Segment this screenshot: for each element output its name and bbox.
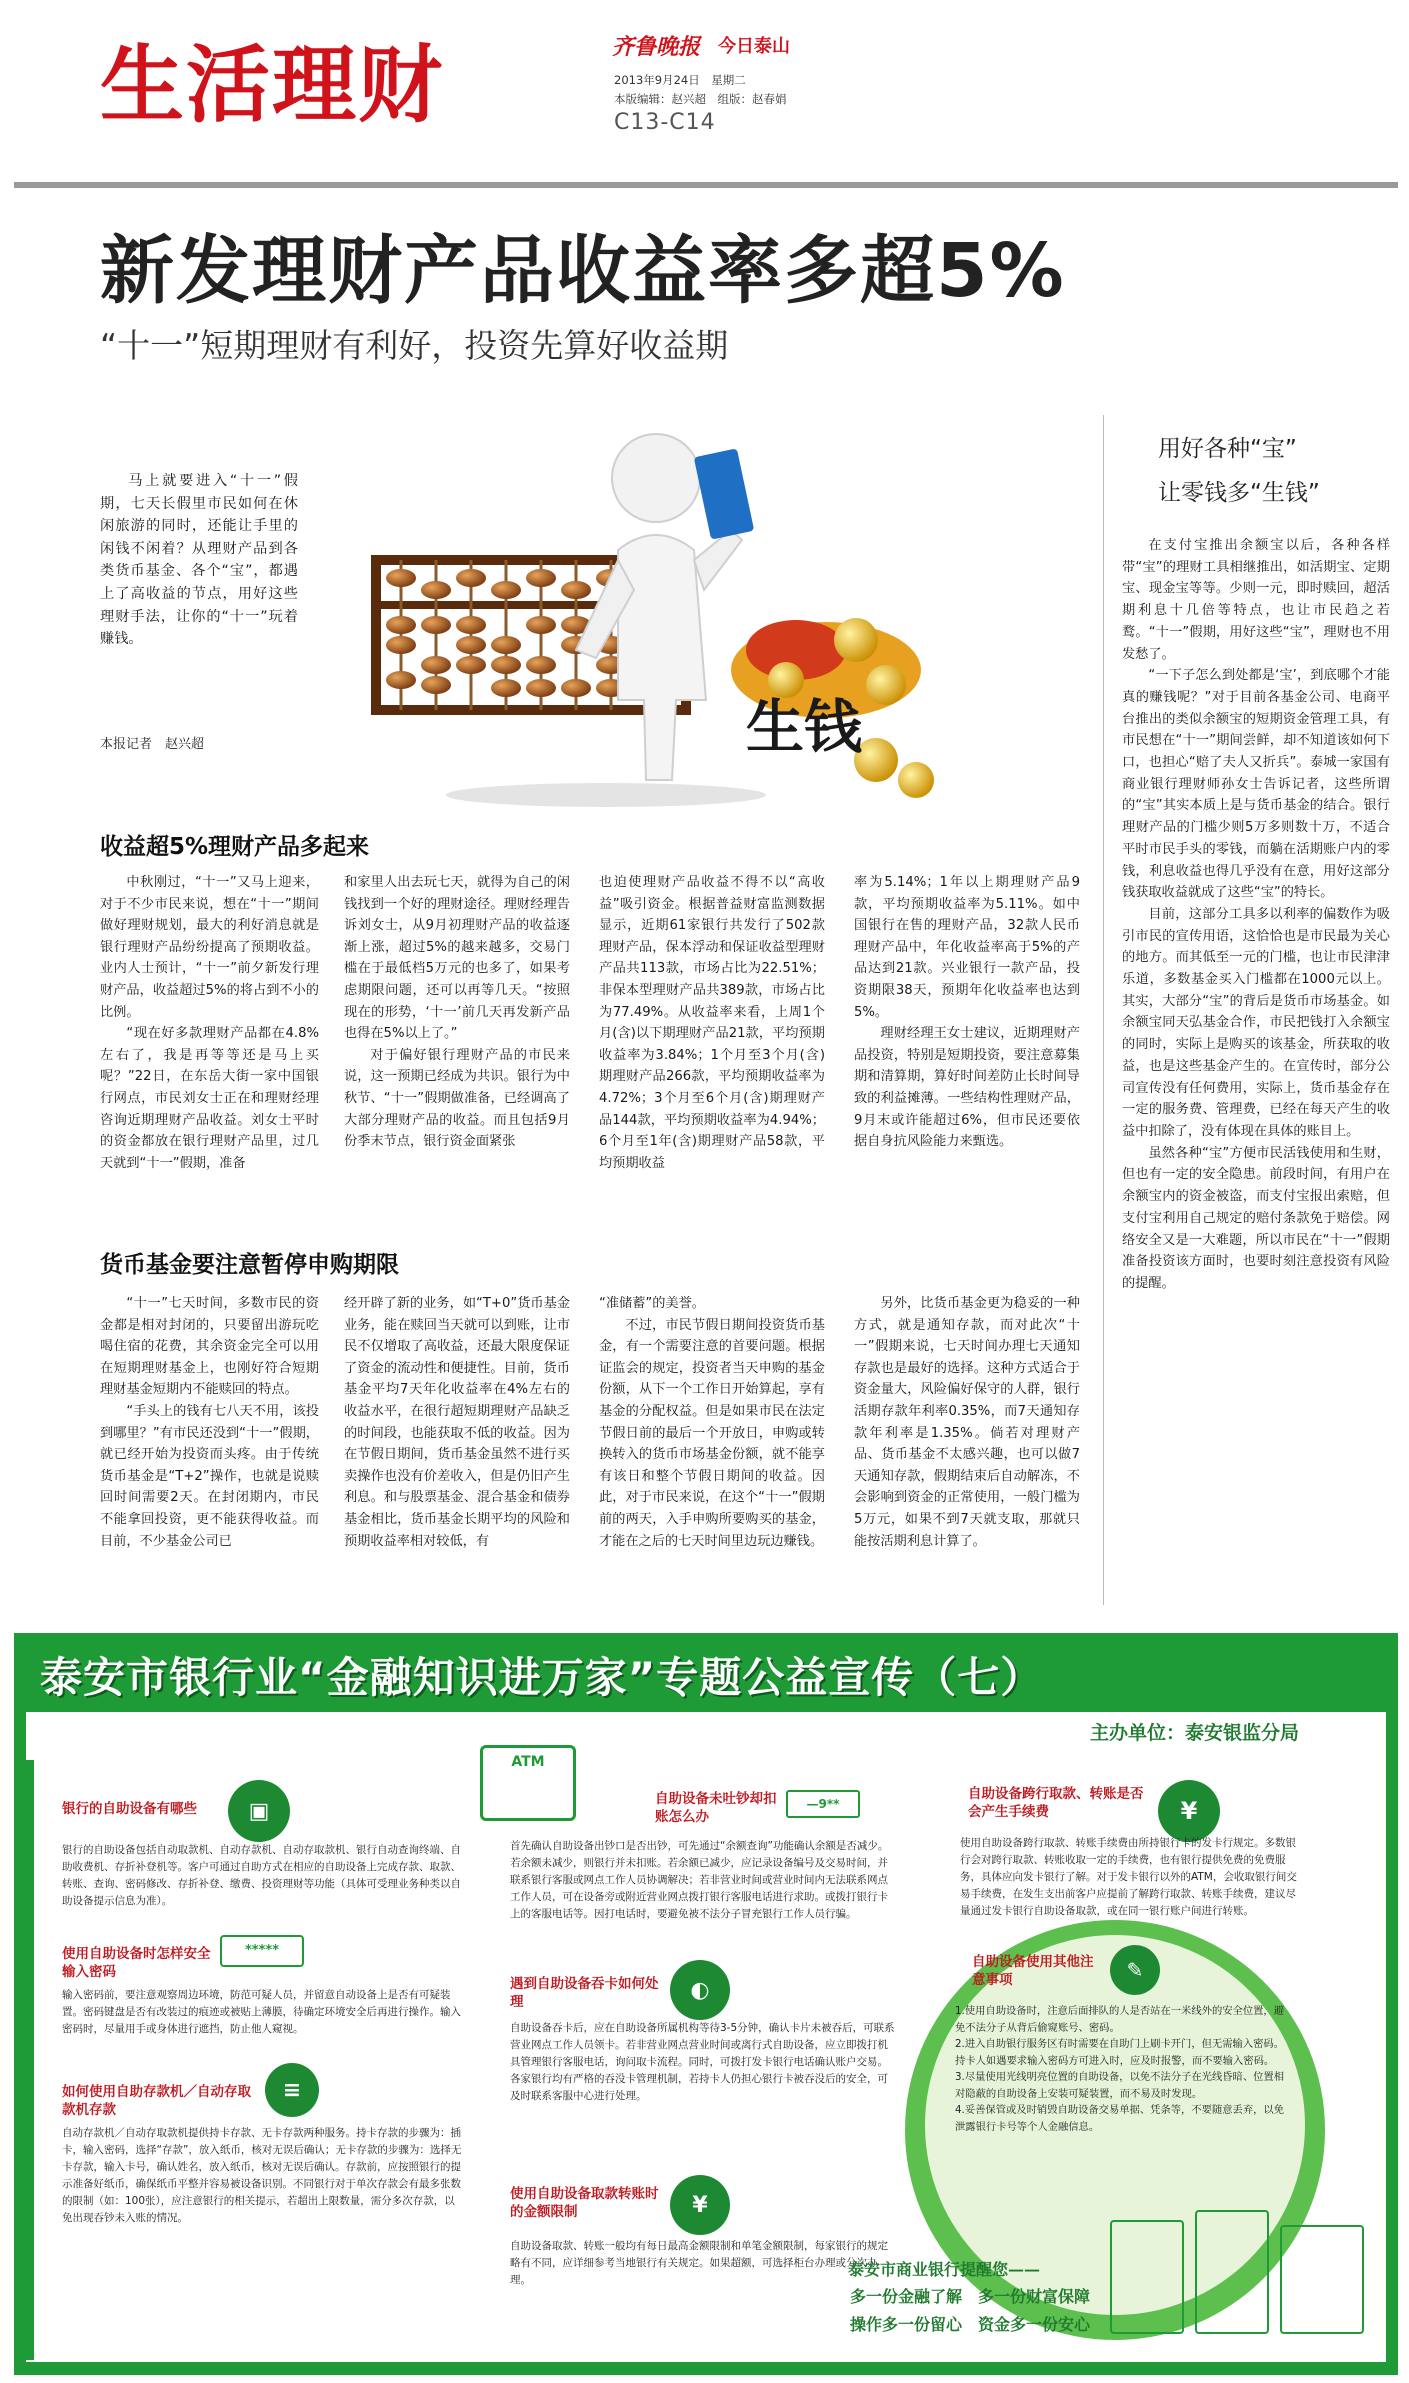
slogan-line-3: 操作多一份留心 资金多一份安心	[850, 2315, 1091, 2334]
s1-c2-p2: 对于偏好银行理财产品的市民来说，这一预期已经成为共识。银行为中秋节、“十一”假期做准备，已经调高了大部分理财产品的收益。而且包括9月份季末节点，银行资金面紧张	[344, 1047, 570, 1150]
editor-credit: 本版编辑：赵兴超 组版：赵春娟	[614, 92, 787, 106]
s2-c3-p2: 不过，市民节假日期间投资货币基金，有一个需要注意的首要问题。根据证监会的规定，投资者当天申购的基金份额，从下一个工作日开始算起，享有基金的分配权益。但是如果市民在法定节假日前的最后一个开放日，申购或转换转入的货币市场基金份额，就不能享有该日和整个节假日期间的收益。因此，对于市民来说，在这个“十一”假期前的两天，入手申购所要购买的基金，才能在之后的七天时间里边玩边赚钱。	[599, 1317, 825, 1549]
banner-left-body-2: 输入密码前，要注意观察周边环境，防范可疑人员，并留意自动设备上是否有可疑装置。密码键盘是否有改装过的痕迹或被贴上薄膜，待确定环境安全后再进行操作。输入密码时，尽量用手或身体进行遮挡，防止他人窥视。	[62, 1989, 461, 2035]
cash-slot-icon: —9**	[786, 1790, 860, 1818]
section2-col2	[344, 1293, 570, 1552]
byline: 本报记者 赵兴超	[100, 737, 205, 752]
masthead-rule	[14, 182, 1398, 188]
card-swallow-icon: ◐	[670, 1960, 730, 2020]
section1-col3	[599, 872, 825, 1174]
abacus-illustration	[356, 400, 976, 815]
sidebar-divider	[1103, 415, 1104, 1605]
s2-c3-p1: “准储蓄”的美誉。	[599, 1296, 705, 1311]
banner-mid-body-1: 首先确认自助设备出钞口是否出钞，可先通过“余额查询”功能确认余额是否减少。若余额未减少，则银行并未扣账。若余额已减少，应记录设备编号及交易时间，并联系银行客服或网点工作人员协调解决；若非营业时间或营业时间内无法联系网点工作人员，可在设备旁或附近营业网点拨打银行客服电话进行求助。或拨打银行卡上的客服电话等。因打电话时，要避免被不法分子冒充银行工作人员行骗。	[510, 1840, 889, 1920]
s2-c1-p2: “手头上的钱有七八天不用，该投到哪里？”有市民还没到“十一”假期，就已经开始为投资而头疼。由于传统货币基金是“T+2”操作，也就是说赎回时间需要2天。在封闭期内，市民不能拿回投资，更不能获得收益。而目前，不少基金公司已	[100, 1403, 319, 1549]
banner-right-body-1: 使用自助设备跨行取款、转账手续费由所持银行卡的发卡行规定。多数银行会对跨行取款、转账收取一定的手续费，也有银行提供免费的免费服务，具体应向发卡银行了解。对于发卡银行以外的ATM，会收取银行间交易手续费，在发生支出前客户应提前了解跨行取款、转账手续费，建议尽量通过发卡银行自助设备取款，或在同一银行账户间进行转账。	[960, 1837, 1297, 1917]
notice-item-4: 4.妥善保管或及时销毁自助设备交易单据、凭条等，不要随意丢弃，以免泄露银行卡号等个人金融信息。	[955, 2104, 1285, 2133]
sidebar-heading-1: 用好各种“宝”	[1158, 436, 1297, 462]
lead-paragraph	[100, 470, 298, 651]
s2-c2-p1: 经开辟了新的业务，如“T+0”货币基金业务，能在赎回当天就可以到账，让市民不仅增取了高收益，还最大限度保证了资金的流动性和便捷性。目前，货币基金平均7天年化收益率在4%左右的收益水平，在很行超短期理财产品缺乏的时间段，也能获取不低的收益。因为在节假日期间，货币基金虽然不进行买卖操作也没有价差收入，但是仍旧产生利息。和与股票基金、混合基金和债券基金相比，货币基金长期平均的风险和预期收益率相对较低，有	[344, 1296, 570, 1549]
section1-col2	[344, 872, 570, 1153]
s1-c4-p2: 理财经理王女士建议，近期理财产品投资，特别是短期投资，要注意募集期和清算期，算好时间差防止长时间导致的利益摊薄。一些结构性理财产品，9月末或许能超过6%，但市民还要依据自身抗风险能力来甄选。	[854, 1026, 1080, 1150]
notice-icon: ✎	[1110, 1945, 1160, 1995]
section1-col4	[854, 872, 1080, 1153]
section2-heading: 货币基金要注意暂停申购期限	[100, 1252, 399, 1278]
sidebar-p1: 在支付宝推出余额宝以后，各种各样带“宝”的理财工具相继推出，如活期宝、定期宝、现金宝等等。少则一元，即时赎回，超活期利息十几倍等特点，也让市民趋之若鹜。“十一”假期，用好这些“宝”，理财也不用发愁了。	[1122, 538, 1390, 662]
banner-left-body-3: 自动存款机／自动存取款机提供持卡存款、无卡存款两种服务。持卡存款的步骤为：插卡，输入密码，选择“存款”，放入纸币，核对无误后确认；无卡存款的步骤为：选择无卡存款，输入卡号，确认姓名，放入纸币，核对无误后确认。存款前，应按照银行的提示准备好纸币，确保纸币平整并容易被设备识别。不同银行对于单次存款会有最多张数的限制（如：100张），应注意银行的相关提示，若超出上限数量，需分多次存款，以免出现吞钞未入账的情况。	[62, 2127, 462, 2224]
banner-mid-title-1: 自助设备未吐钞却扣账怎么办	[655, 1791, 777, 1825]
banner-mid-body-3: 自助设备取款、转账一般均有每日最高金额限制和单笔金额限制，每家银行的规定略有不同，应详细参考当地银行有关规定。如果超额，可选择柜台办理或分次办理。	[510, 2240, 888, 2286]
section2-col1	[100, 1293, 319, 1552]
illustration-money-text: 生钱	[746, 693, 863, 761]
banner-left-title-2: 使用自助设备时怎样安全输入密码	[62, 1946, 211, 1980]
atm-drawing-2	[1195, 2210, 1269, 2334]
sidebar-p3: 目前，这部分工具多以利率的偏数作为吸引市民的宣传用语，这恰恰也是市民最为关心的地方。而其低至一元的门槛，也让市民津津乐道，多数基金买入门槛都在1000元以上。其实，大部分“宝”的背后是货币市场基金。如余额宝同天弘基金合作，市民把钱打入余额宝的同时，实际上是购买的该基金，所获取的收益，也是这些基金产生的。在宣传时，部分公司宣传没有任何费用，实际上，货币基金存在一定的服务费、管理费，已经在每天产生的收益中扣除了，没有体现在具体的账目上。	[1122, 906, 1390, 1139]
banner-left-bar	[26, 1760, 34, 2360]
s2-c4-p1: 另外，比货币基金更为稳妥的一种方式，就是通知存款，而对此次“十一”假期来说，七天时间办理七天通知存款也是最好的选择。这种方式适合于资金量大，风险偏好保守的人群，银行活期存款年利率0.35%，而7天通知存款年利率是1.35%。倘若对理财产品、货币基金不太感兴趣，也可以做7天通知存款，假期结束后自动解冻，不会影响到资金的正常使用，一般门槛为5万元，如果不到7天就支取，那就只能按活期利息计算了。	[854, 1296, 1080, 1549]
banner-title: 泰安市银行业“金融知识进万家”专题公益宣传（七）	[40, 1653, 1044, 1702]
deposit-machine-icon: ≡	[265, 2063, 319, 2117]
notice-item-3: 3.尽量使用光线明亮位置的自助设备，以免不法分子在光线昏暗、位置相对隐蔽的自助设备上安装可疑装置，而不易及时发现。	[955, 2071, 1285, 2100]
section-title: 生活理财	[100, 35, 445, 134]
page-numbers: C13-C14	[614, 110, 716, 135]
lead-text: 马上就要进入“十一”假期，七天长假里市民如何在休闲旅游的同时，还能让手里的闲钱不闲着？从理财产品到各类货币基金、各个“宝”，都遇上了高收益的节点，用好这些理财手法，让你的“十一”玩着赚钱。	[100, 473, 298, 648]
paper-name: 齐鲁晚报	[612, 34, 701, 60]
s1-c3-p1: 也迫使理财产品收益不得不以“高收益”吸引资金。根据普益财富监测数据显示，近期61家银行共发行了502款理财产品，保本浮动和保证收益型理财产品共113款，市场占比为22.51%；非保本型理财产品共389款，市场占比为77.49%。从收益率来看，上周1个月(含)以下期理财产品21款，平均预期收益率为3.84%；1个月至3个月(含)期理财产品266款，平均预期收益率为4.72%；3个月至6个月(含)期理财产品144款，平均预期收益率为4.94%；6个月至1年(含)期理财产品58款，平均预期收益	[599, 875, 825, 1171]
banner-left-body-1: 银行的自助设备包括自动取款机、自动存款机、自动存取款机、银行自动查询终端、自助收费机、存折补登机等。客户可通过自助方式在相应的自助设备上完成存款、取款、转账、查询、密码修改、存折补登、缴费、投资理财等功能（具体可受理业务种类以自助设备提示信息为准）。	[62, 1844, 461, 1907]
banner-mid-body-2: 自助设备吞卡后，应在自助设备所属机构等待3-5分钟，确认卡片未被吞后，可联系营业网点工作人员领卡。若非营业网点营业时间或离行式自助设备，应立即拨打机具管理银行客服电话，询问取卡流程。同时，可拨打发卡银行电话确认账户交易。各家银行均有严格的吞没卡管理机制，若持卡人仍担心银行卡被吞没后的安全，可及时联系客服中心进行处理。	[510, 2022, 895, 2102]
s2-c1-p1: “十一”七天时间，多数市民的资金都是相对封闭的，只要留出游玩吃喝住宿的花费，其余资金完全可以用在短期理财基金上，也刚好符合短期理财基金短期内不能赎回的特点。	[100, 1296, 319, 1398]
issue-date: 2013年9月24日 星期二	[614, 73, 746, 87]
banner-right-title-2: 自助设备使用其他注意事项	[972, 1954, 1094, 1988]
atm-card-icon: ▣	[228, 1780, 290, 1842]
sidebar-heading-2: 让零钱多“生钱”	[1158, 480, 1320, 506]
notice-item-2: 2.进入自助银行服务区有时需要在自助门上刷卡开门，但无需输入密码。持卡人如遇要求输入密码方可进入时，应及时报警，而不要输入密码。	[955, 2038, 1285, 2067]
slogan-line-1: 泰安市商业银行提醒您——	[848, 2260, 1041, 2279]
section2-col4	[854, 1293, 1080, 1552]
section1-heading: 收益超5%理财产品多起来	[100, 834, 370, 860]
atm-machine-icon: ATM	[480, 1745, 576, 1821]
banner-left-title-3: 如何使用自助存款机／自动存取款机存款	[62, 2084, 251, 2118]
s1-c4-p1: 率为5.14%；1年以上期理财产品9款，平均预期收益率为5.11%。如中国银行在售的理财产品，32款人民币理财产品中，年化收益率高于5%的产品达到21款。兴业银行一款产品，投资期限38天，预期年化收益率也达到5%。	[854, 875, 1080, 1020]
sidebar-p2: “一下子怎么到处都是‘宝’，到底哪个才能真的赚钱呢？”对于目前各基金公司、电商平台推出的类似余额宝的短期资金管理工具，有市民想在“十一”期间尝鲜，却不知道该如何下口，也担心“赔了夫人又折兵”。泰城一家国有商业银行理财师孙女士告诉记者，这些所谓的“宝”其实本质上是与货币基金的结合。银行理财产品的门槛少则5万多则数十万，不适合平时市民手头的零钱，而躺在活期账户内的零钱，利息收益也得几乎没有在意，用好这部分钱获取收益就成了这些“宝”的特长。	[1122, 668, 1390, 901]
pin-keypad-icon: *****	[220, 1935, 304, 1967]
cash-limit-icon: ¥	[670, 2175, 730, 2235]
banner-organizer: 主办单位：泰安银监分局	[1090, 1722, 1300, 1744]
subheadline: “十一”短期理财有利好，投资先算好收益期	[100, 326, 729, 365]
transfer-fee-icon: ¥	[1158, 1780, 1220, 1842]
sidebar-body	[1122, 535, 1390, 1295]
edition-name: 今日泰山	[718, 36, 790, 57]
headline: 新发理财产品收益率多超5%	[100, 228, 1066, 314]
s1-c1-p2: “现在好多款理财产品都在4.8%左右了，我是再等等还是马上买呢？”22日，在东岳大街一家中国银行网点，市民刘女士正在和理财经理咨询近期理财产品收益。刘女士平时的资金都放在银行理财产品里，过几天就到“十一”假期，准备	[100, 1026, 319, 1171]
banner-right-title-1: 自助设备跨行取款、转账是否会产生手续费	[968, 1786, 1144, 1820]
slogan-line-2: 多一份金融了解 多一份财富保障	[850, 2287, 1091, 2306]
atm-drawing-3	[1280, 2225, 1364, 2334]
banner-left-title-1: 银行的自助设备有哪些	[62, 1801, 197, 1817]
s1-c2-p1: 和家里人出去玩七天，就得为自己的闲钱找到一个好的理财途径。理财经理告诉刘女士，从9月初理财产品的收益逐渐上涨，超过5%的越来越多，交易门槛在于最低档5万元的也多了，如果考虑期限问题，还可以再等几天。“按照现在的形势，‘十一’前几天再发新产品也得在5%以上了。”	[344, 875, 570, 1042]
atm-drawing-1	[1110, 2220, 1184, 2334]
section2-col3	[599, 1293, 825, 1552]
sidebar-p4: 虽然各种“宝”方便市民活钱使用和生财，但也有一定的安全隐患。前段时间，有用户在余额宝内的资金被盗，而支付宝报出索赔，但支付宝利用自己规定的赔付条款免于赔偿。网络安全又是一大难题，所以市民在“十一”假期准备投资该方面时，也要时刻注意投资有风险的提醒。	[1122, 1145, 1390, 1291]
s1-c1-p1: 中秋刚过，“十一”又马上迎来，对于不少市民来说，想在“十一”期间做好理财规划，最大的利好消息就是银行理财产品纷纷提高了预期收益。业内人士预计，“十一”前夕新发行理财产品，收益超过5%的将占到不小的比例。	[100, 875, 319, 1020]
notice-item-1: 1.使用自助设备时，注意后面排队的人是否站在一米线外的安全位置，避免不法分子从背后偷窥账号、密码。	[955, 2005, 1285, 2034]
banner-right-list	[955, 2003, 1285, 2135]
banner-mid-title-3: 使用自助设备取款转账时的金额限制	[510, 2186, 659, 2220]
banner-mid-title-2: 遇到自助设备吞卡如何处理	[510, 1976, 659, 2010]
section1-col1	[100, 872, 319, 1174]
